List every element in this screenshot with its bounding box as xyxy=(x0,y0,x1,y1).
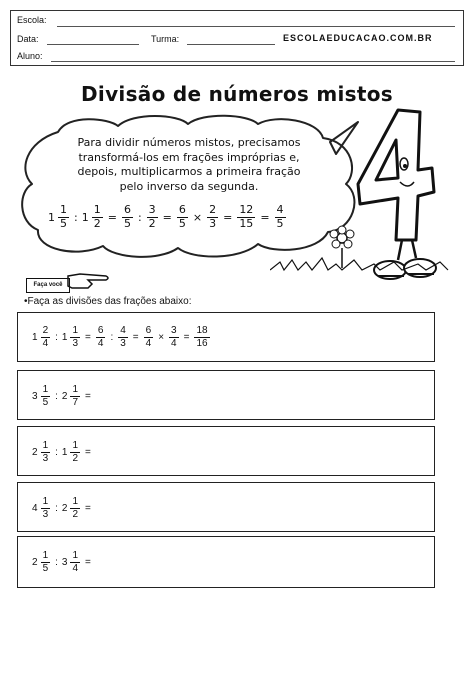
operator: : xyxy=(74,210,78,224)
operator: : xyxy=(55,446,58,458)
page-title: Divisão de números mistos xyxy=(81,82,393,106)
operator: × xyxy=(158,331,165,343)
exercise-expression xyxy=(32,440,95,464)
explanation-text xyxy=(46,136,332,194)
fraction: $\frac{18}{16}$ xyxy=(196,325,208,349)
whole-number: 2 xyxy=(32,446,38,458)
escola-line xyxy=(57,26,455,27)
operator: : xyxy=(55,502,58,514)
operator: = xyxy=(162,210,172,224)
fraction: $\frac{3}{2}$ xyxy=(148,203,156,230)
whole-number: 3 xyxy=(61,556,68,568)
operator: = xyxy=(183,331,190,343)
operator: = xyxy=(107,210,117,224)
operator: : xyxy=(55,556,58,568)
fraction: $\frac{1}{5}$ xyxy=(42,384,49,408)
instruction-text: •Faça as divisões das frações abaixo: xyxy=(24,296,192,307)
fraction: $\frac{1}{2}$ xyxy=(93,203,101,230)
operator: = xyxy=(223,210,233,224)
fraction: $\frac{2}{4}$ xyxy=(42,325,49,349)
exercise-expression xyxy=(32,496,95,520)
operator: = xyxy=(85,556,91,568)
operator: = xyxy=(85,331,91,343)
fraction: $\frac{4}{3}$ xyxy=(120,325,126,349)
explanation-line: Para dividir números mistos, precisamos xyxy=(77,136,301,149)
operator: : xyxy=(137,210,142,224)
fraction: $\frac{6}{4}$ xyxy=(145,325,152,349)
site-url: ESCOLAEDUCACAO.COM.BR xyxy=(283,33,433,43)
exercise-box xyxy=(17,370,435,420)
data-line xyxy=(47,44,139,45)
fraction: $\frac{1}{3}$ xyxy=(72,325,79,349)
whole-number: 2 xyxy=(32,556,38,568)
header-box xyxy=(10,10,464,66)
fraction: $\frac{6}{4}$ xyxy=(97,325,104,349)
explanation-line: depois, multiplicarmos a primeira fração xyxy=(77,165,301,178)
whole-number: 3 xyxy=(32,390,38,402)
exercise-expression xyxy=(32,550,95,574)
operator: = xyxy=(260,210,270,224)
exercise-box xyxy=(17,482,435,532)
fraction: $\frac{1}{5}$ xyxy=(42,550,49,574)
turma-line xyxy=(187,44,275,45)
fraction: $\frac{1}{7}$ xyxy=(72,384,79,408)
whole-number: 1 xyxy=(32,331,38,343)
exercise-expression xyxy=(32,384,95,408)
explanation-line: transformá-los em frações impróprias e, xyxy=(78,150,300,164)
whole-number: 1 xyxy=(61,446,68,458)
operator: = xyxy=(85,446,91,458)
fraction: $\frac{6}{5}$ xyxy=(123,203,131,230)
fraction: $\frac{1}{3}$ xyxy=(42,440,49,464)
exercise-box xyxy=(17,536,435,588)
aluno-line xyxy=(51,61,455,62)
fraction: $\frac{1}{3}$ xyxy=(42,496,49,520)
fraction: $\frac{1}{5}$ xyxy=(60,203,67,230)
pointing-hand-icon xyxy=(66,270,112,292)
exercise-expression xyxy=(32,325,211,349)
whole-number: 2 xyxy=(61,502,68,514)
exercise-box xyxy=(17,312,435,362)
whole-number: 2 xyxy=(61,390,68,402)
whole-number: 1 xyxy=(81,210,89,224)
data-label: Data: xyxy=(17,34,39,44)
operator: × xyxy=(192,210,203,224)
fraction: $\frac{1}{2}$ xyxy=(72,496,79,520)
operator: = xyxy=(132,331,139,343)
turma-label: Turma: xyxy=(151,34,180,44)
whole-number: 4 xyxy=(32,502,38,514)
fraction: $\frac{3}{4}$ xyxy=(171,325,177,349)
whole-number: 1 xyxy=(48,210,55,224)
flower-grass-illustration xyxy=(270,222,450,282)
aluno-label: Aluno: xyxy=(17,51,43,61)
fraction: $\frac{1}{2}$ xyxy=(72,440,79,464)
operator: : xyxy=(55,390,58,402)
whole-number: 1 xyxy=(61,331,68,343)
exercise-box xyxy=(17,426,435,476)
fraction: $\frac{4}{5}$ xyxy=(276,203,284,230)
example-expression xyxy=(48,204,287,230)
operator: : xyxy=(55,331,58,343)
operator: : xyxy=(110,331,114,343)
operator: = xyxy=(85,502,91,514)
operator: = xyxy=(85,390,91,402)
fraction: $\frac{2}{3}$ xyxy=(209,203,217,230)
explanation-line: pelo inverso da segunda. xyxy=(119,179,259,193)
fraction: $\frac{1}{4}$ xyxy=(72,550,79,574)
faca-voce-badge: Faça você xyxy=(26,278,70,293)
escola-label: Escola: xyxy=(17,15,47,25)
fraction: $\frac{6}{5}$ xyxy=(178,203,186,230)
fraction: $\frac{12}{15}$ xyxy=(239,203,254,230)
